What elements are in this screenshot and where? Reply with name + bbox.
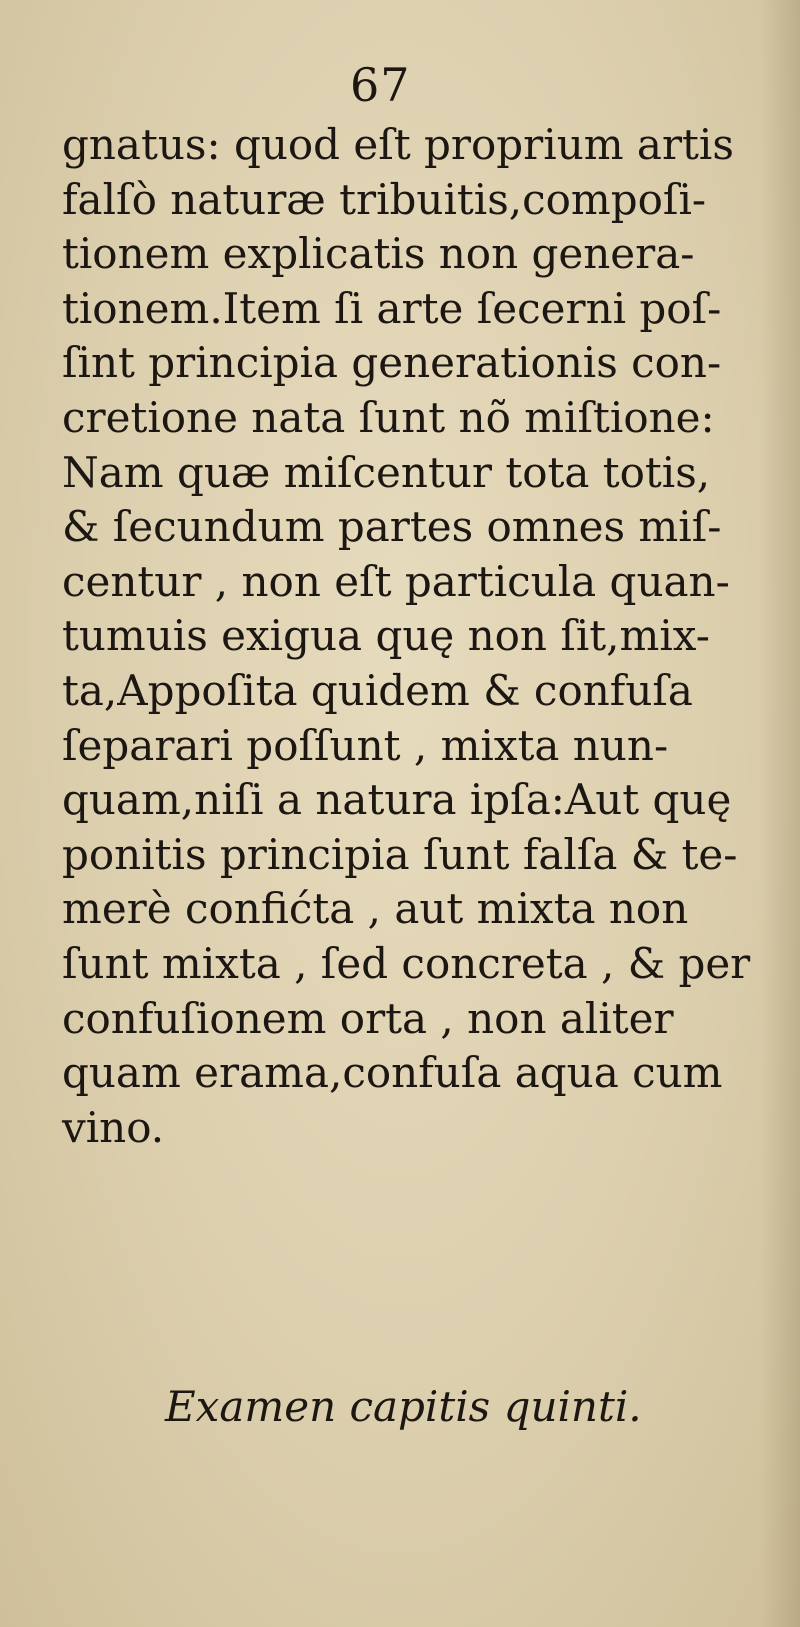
text-line: confuſionem orta , non aliter <box>62 993 674 1043</box>
text-line: ſeparari poſſunt , mixta nun- <box>62 720 669 770</box>
text-line: tionem explicatis non genera- <box>62 229 695 279</box>
text-line: ſunt mixta , ſed concreta , & per <box>62 938 751 988</box>
page-edge-shadow <box>760 0 800 1627</box>
text-line: quam erama,confuſa aqua cum <box>62 1048 723 1098</box>
text-line: centur , non eſt particula quan- <box>62 556 730 606</box>
text-line: tionem.Item ſi arte ſecerni poſ- <box>62 283 722 333</box>
text-line: vino. <box>62 1102 165 1152</box>
text-line: gnatus: quod eſt proprium artis <box>62 120 734 169</box>
text-line: ta,Appoſita quidem & confuſa <box>62 665 693 715</box>
section-heading: Examen capitis quinti. <box>165 1382 642 1431</box>
text-line: cretione nata ſunt nõ miſtione: <box>62 392 715 442</box>
text-line: ponitis principia ſunt falſa & te- <box>62 829 738 879</box>
text-line: merè confićta , aut mixta non <box>62 884 689 934</box>
page-number: 67 <box>350 58 411 112</box>
body-text <box>62 118 752 1155</box>
text-line: quam,niſi a natura ipſa:Aut quę <box>62 775 732 825</box>
text-line: ſint principia generationis con- <box>62 338 722 388</box>
text-line: tumuis exigua quę non ſit,mix- <box>62 611 710 661</box>
text-line: falſò naturæ tribuitis,compoſi- <box>62 174 707 224</box>
text-line: Nam quæ miſcentur tota totis, <box>62 447 711 497</box>
text-line: & ſecundum partes omnes miſ- <box>62 502 722 552</box>
